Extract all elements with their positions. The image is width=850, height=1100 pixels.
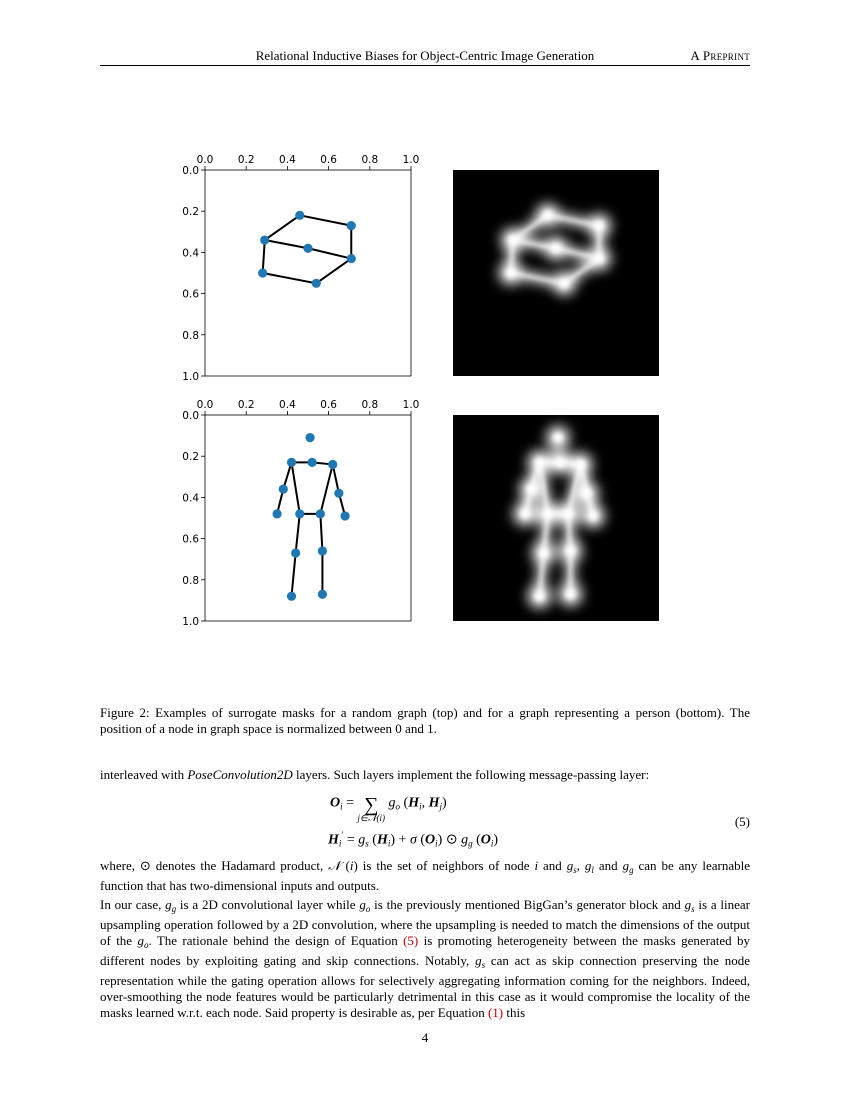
graph-node [328, 460, 337, 469]
y-tick-label: 0.8 [182, 329, 199, 342]
plot-frame [205, 415, 411, 621]
graph-edge [263, 240, 265, 273]
mask-node-core [551, 243, 561, 253]
equation-line-2: $H_i' = g_s$ $(H_i) + \sigma$ $(O_i)$ ⊙ $g_g$ $(O_i)$ [328, 830, 499, 849]
mask-node-core [526, 484, 536, 494]
x-tick-label: 0.6 [320, 154, 337, 166]
graph-node [295, 211, 304, 220]
y-tick-label: 0.6 [182, 533, 199, 546]
graph-node [308, 458, 317, 467]
graph-node [305, 433, 314, 442]
where-text-d: can be any learnable function that has two-dimensional inputs and outputs. [100, 858, 750, 893]
graph-node [312, 279, 321, 288]
graph-plot-random [182, 154, 419, 383]
graph-edge [265, 240, 308, 248]
graph-node [279, 485, 288, 494]
mask-node-core [588, 511, 598, 521]
where-paragraph: where, ⊙ denotes the Hadamard product, 𝒩 (i) is the set of neighbors of node i and $g_s$, $g_l$ and $g_g$ can be any learnable function that has two-dimensional inputs and outputs. [100, 858, 750, 893]
figure-caption: Figure 2: Examples of surrogate masks for a random graph (top) and for a graph representing a person (bottom). The position of a node in graph space is normalized between 0 and 1. [100, 705, 750, 736]
body-paragraph: In our case, $g_g$ is a 2D convolutional layer while $g_o$ is the previously mentioned BigGan’s generator block and $g_s$ is a linear upsampling operation followed by a 2D convolution, where the upsampling is needed to match the dimensions of the output of the $g_o$. The rationale behind the design of Equation (5) is promoting heterogeneity between the masks generated by different nodes by exploiting gating and skip connections. Notably, $g_s$ can act as skip connection preserving the node representation while the gating operation allows for selectively aggregating information coming for the neighbors. Indeed, over-smoothing the node features would be particularly detrimental in this case as it would compromise the locality of the masks learned w.r.t. each node. Said property is desirable as, per Equation (1) this [100, 897, 751, 1020]
graph-edge [263, 273, 317, 283]
graph-edge [300, 215, 352, 225]
x-tick-label: 0.4 [279, 154, 296, 166]
mask-background [453, 170, 659, 376]
x-tick-label: 0.0 [196, 154, 214, 166]
surrogate-mask-random [453, 170, 659, 376]
graph-node [347, 254, 356, 263]
equation-ref-1[interactable]: (1) [487, 1005, 504, 1020]
mask-edge-core [568, 514, 570, 551]
where-text-c: and [538, 858, 567, 873]
mask-node-core [553, 433, 563, 443]
equation-ref-5[interactable]: (5) [403, 933, 419, 948]
body-text-d: is a linear upsampling operation followed by a 2D convolution, where the upsampling is needed to match the dimensions of the output of the [100, 897, 751, 948]
mask-node-core [582, 488, 592, 498]
graph-edge [292, 553, 296, 596]
mask-node-core [563, 509, 573, 519]
x-tick-label: 0.8 [361, 154, 379, 166]
graph-node [291, 548, 300, 557]
x-tick-label: 0.4 [279, 399, 296, 411]
graph-edge [316, 259, 351, 284]
equation-line-1: $O_i$ = ∑ j∈𝒩(i) $g_o$ ($H_i$, $H_j$) [330, 794, 447, 823]
mask-node-core [594, 221, 604, 231]
graph-node [287, 458, 296, 467]
y-tick-label: 1.0 [182, 616, 199, 628]
graph-edge [265, 215, 300, 240]
body-text-h: this [503, 1005, 526, 1020]
where-text-a: where, ⊙ denotes the Hadamard product, [100, 858, 329, 873]
mask-node-core [535, 457, 545, 467]
intro-text-b: layers. Such layers implement the following message-passing layer: [292, 767, 650, 782]
mask-node-core [508, 235, 518, 245]
graph-node [340, 511, 349, 520]
equation-number: (5) [734, 814, 750, 829]
x-tick-label: 0.6 [320, 399, 337, 411]
body-text-e: . The rationale behind the design of Equation [148, 933, 404, 948]
graph-node [295, 509, 304, 518]
graph-node [260, 235, 269, 244]
graph-node [273, 509, 282, 518]
graph-edge [308, 248, 351, 258]
y-tick-label: 0.4 [182, 247, 199, 260]
graph-plot-person [182, 399, 419, 628]
y-tick-label: 0.8 [182, 574, 199, 587]
mask-node-core [543, 509, 553, 519]
graph-node [347, 221, 356, 230]
plot-frame [205, 170, 411, 376]
mask-node-core [539, 548, 549, 558]
y-tick-label: 0.2 [182, 206, 199, 219]
graph-edge [320, 514, 322, 551]
mask-node-core [565, 589, 575, 599]
y-tick-label: 0.6 [182, 288, 199, 301]
mask-node-core [565, 546, 575, 556]
y-tick-label: 0.0 [182, 410, 199, 422]
intro-emphasis: PoseConvolution2D [187, 767, 293, 782]
running-title: Relational Inductive Biases for Object-Centric Image Generation [255, 48, 595, 63]
intro-text-a: interleaved with [100, 767, 188, 782]
x-tick-label: 1.0 [402, 399, 420, 411]
y-tick-label: 0.0 [182, 165, 199, 177]
mask-node-core [555, 457, 565, 467]
y-tick-label: 0.4 [182, 492, 199, 505]
body-text-a: In our case, [100, 897, 166, 912]
graph-node [316, 509, 325, 518]
x-tick-label: 0.2 [237, 154, 255, 166]
mask-node-core [559, 278, 569, 288]
graph-node [287, 592, 296, 601]
graph-node [258, 268, 267, 277]
mask-node-core [520, 509, 530, 519]
body-text-c: is the previously mentioned BigGan’s generator block and [370, 897, 685, 912]
x-tick-label: 0.2 [237, 399, 255, 411]
body-text-g: can act as skip connection preserving the node representation while the gating operation allows for selectively aggregating information coming for the neighbors. Indeed, over-smoothing the node features would be particularly detrimental in this case as it would compromise the locality of the masks learned w.r.t. each node. Said property is desirable as, per Equation [100, 953, 750, 1020]
y-tick-label: 1.0 [182, 371, 199, 383]
surrogate-mask-person [453, 415, 659, 621]
graph-node [318, 590, 327, 599]
mask-node-core [535, 591, 545, 601]
x-tick-label: 0.0 [196, 399, 214, 411]
intro-paragraph [100, 767, 750, 783]
mask-node-core [576, 459, 586, 469]
mask-node-core [594, 254, 604, 264]
mask-node-core [506, 268, 516, 278]
graph-node [334, 489, 343, 498]
body-text-f: is promoting heterogeneity between the masks generated by different nodes by exploiting gating and skip connections. Notably, [100, 933, 750, 968]
preprint-label: A Preprint [690, 48, 750, 63]
mask-node-core [543, 210, 553, 220]
graph-edge [292, 462, 300, 514]
graph-node [318, 546, 327, 555]
graph-node [303, 244, 312, 253]
graph-edge [320, 464, 332, 513]
x-tick-label: 1.0 [402, 154, 420, 166]
y-tick-label: 0.2 [182, 451, 199, 464]
body-text-b: is a 2D convolutional layer while [176, 897, 360, 912]
graph-edge [296, 514, 300, 553]
where-text-b: is the set of neighbors of node [357, 858, 535, 873]
page-number: 4 [421, 1030, 429, 1045]
x-tick-label: 0.8 [361, 399, 379, 411]
